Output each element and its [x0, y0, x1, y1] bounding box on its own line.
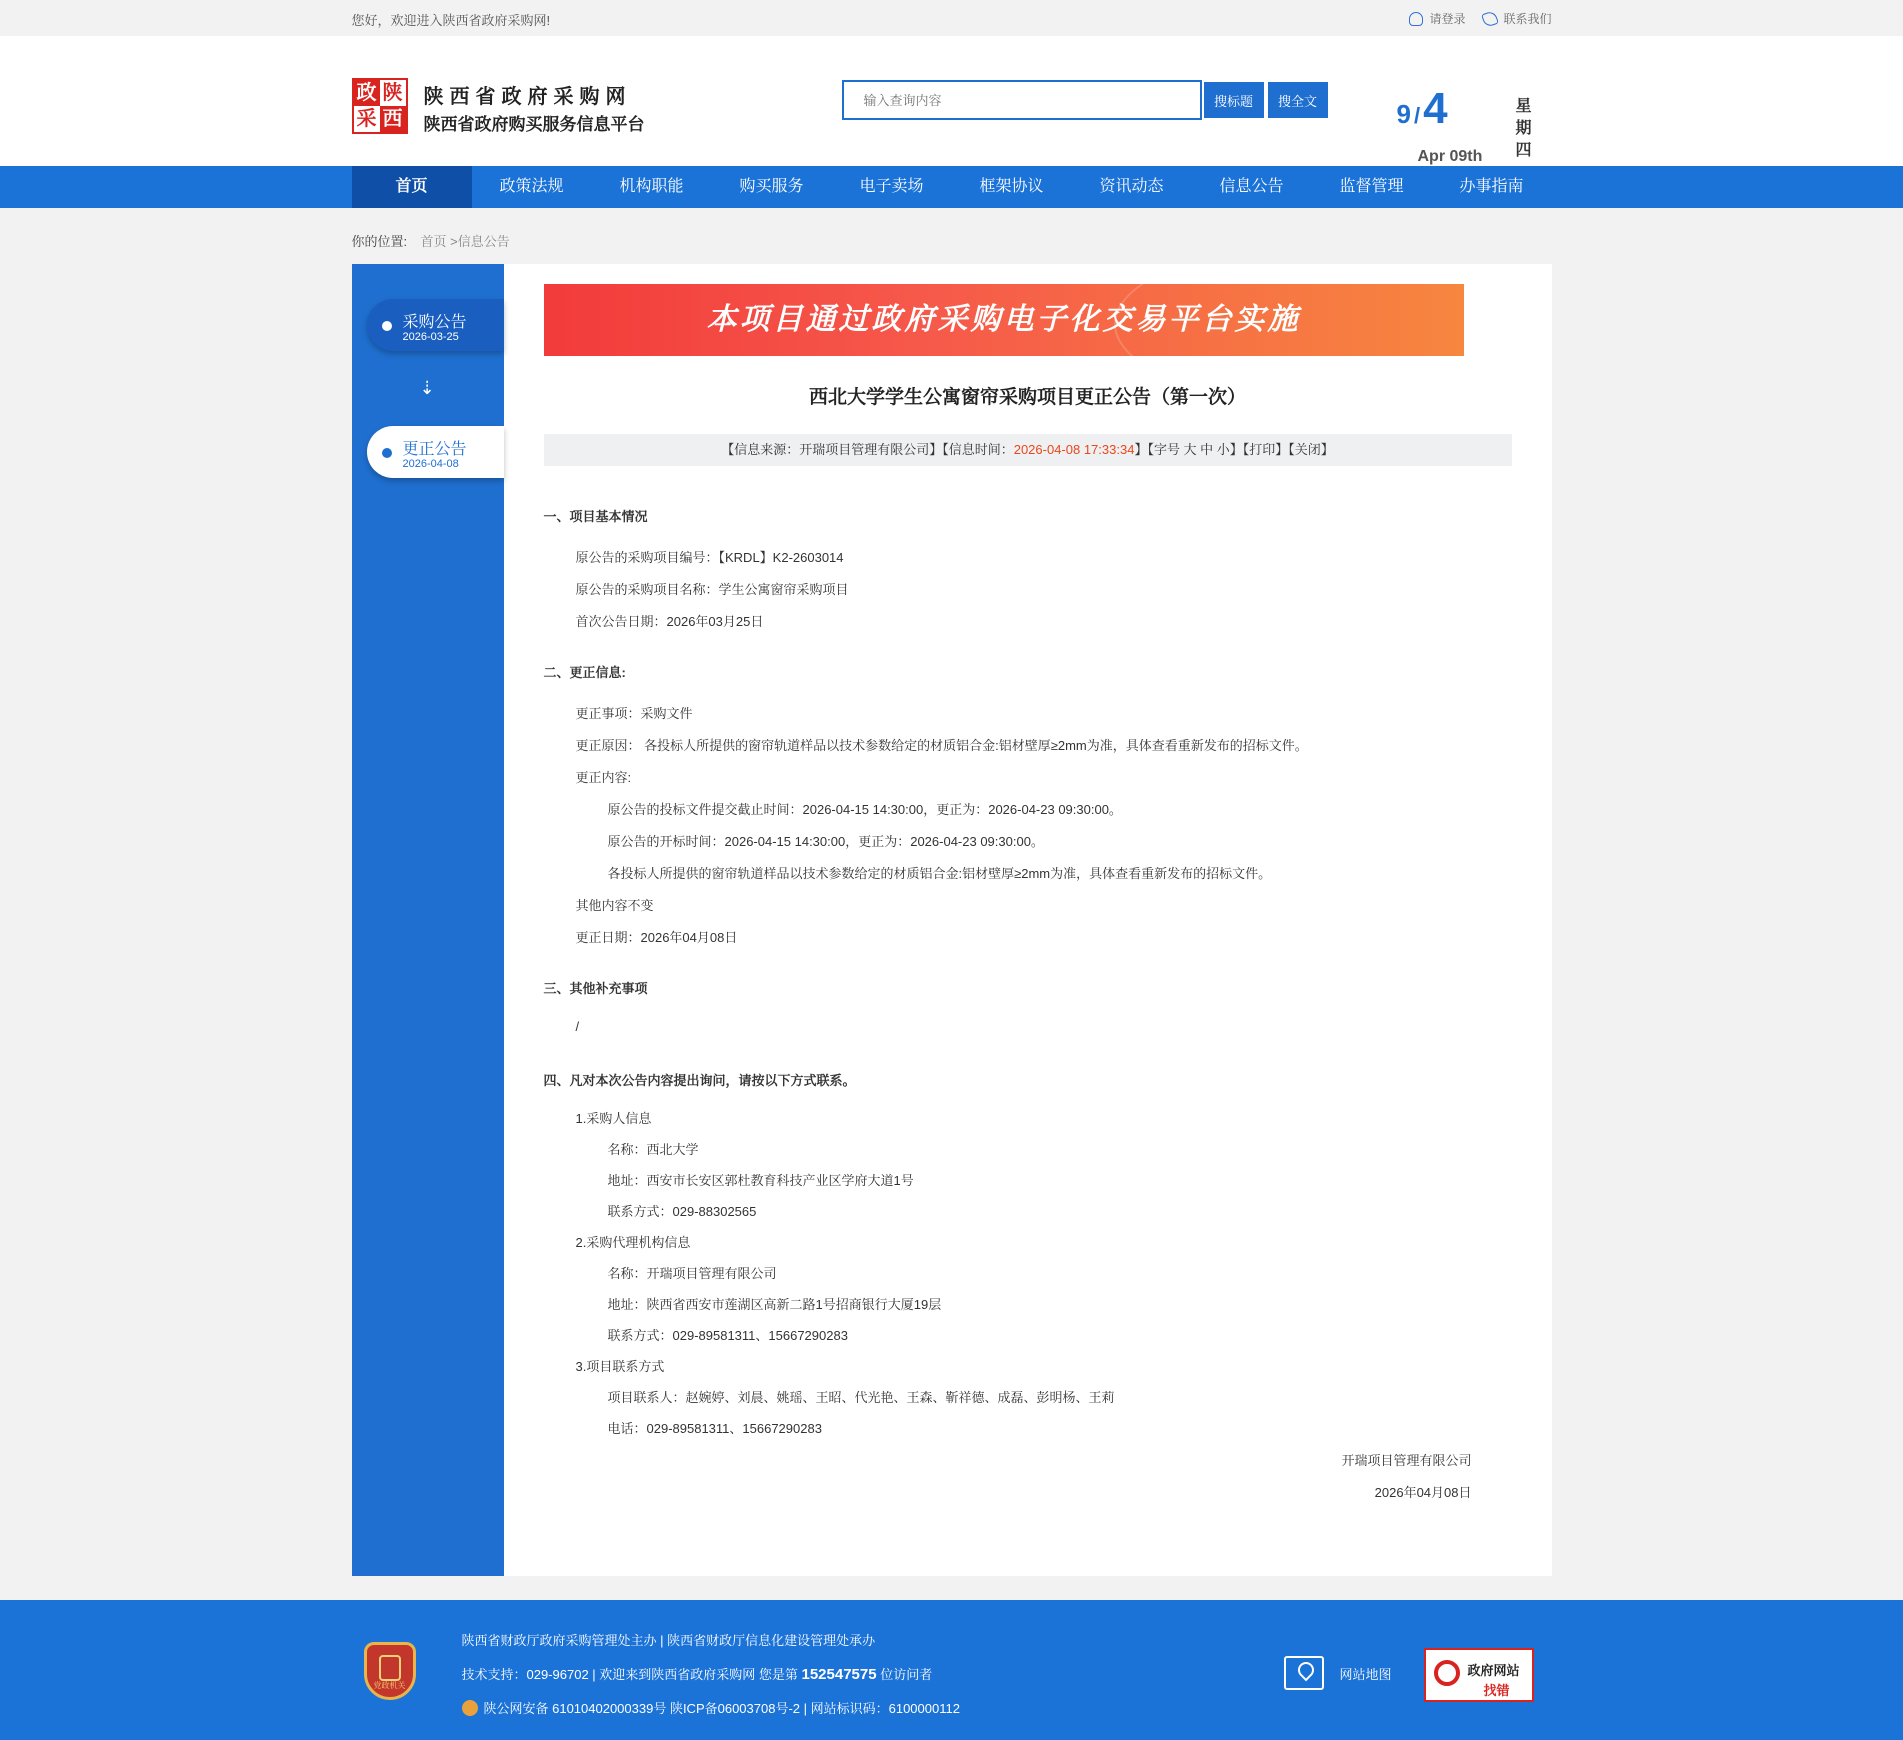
date-display	[1397, 84, 1448, 134]
site-logo[interactable]	[352, 78, 408, 134]
article-info-bar	[544, 434, 1512, 466]
notice-timeline	[352, 264, 504, 1576]
date-slash: /	[1413, 103, 1421, 128]
signature-org: 开瑞项目管理有限公司	[1341, 1453, 1472, 1468]
nav-item-news[interactable]: 资讯动态	[1099, 178, 1164, 195]
body-line: 联系方式：029-88302565	[607, 1204, 757, 1219]
main-panel	[352, 264, 1552, 1576]
body-line: 首次公告日期：2026年03月25日	[575, 614, 764, 629]
step-title: 采购公告	[402, 314, 467, 331]
body-line: 原公告的采购项目名称：学生公寓窗帘采购项目	[575, 582, 849, 597]
nav-item-guide[interactable]: 办事指南	[1459, 178, 1524, 195]
body-line: 原公告的采购项目编号：【KRDL】K2-2603014	[575, 550, 844, 565]
footer-support	[462, 1664, 933, 1683]
footer-sponsor: 陕西省财政厅政府采购管理处主办 | 陕西省财政厅信息化建设管理处承办	[461, 1633, 876, 1648]
timeline-step-correction[interactable]	[367, 426, 504, 478]
body-line: 名称：西北大学	[607, 1142, 699, 1157]
body-line: 更正内容:	[575, 770, 632, 785]
visitor-count: 152547575	[801, 1666, 877, 1683]
nav-item-agency[interactable]: 机构职能	[619, 178, 684, 195]
body-line: 原公告的开标时间：2026-04-15 14:30:00，更正为：2026-04-23 09:30:00。	[607, 834, 1044, 849]
body-line: 1.采购人信息	[575, 1111, 652, 1126]
header	[0, 36, 1903, 166]
magnifier-icon	[1434, 1660, 1460, 1686]
footer-record-text[interactable]: 陕公网安备 61010402000339号 陕ICP备06003708号-2 | 网站标识码：6100000112	[483, 1701, 960, 1716]
body-line: 更正原因： 各投标人所提供的窗帘轨道样品以技术参数给定的材质铝合金:铝材壁厚≥2mm为准，具体查看重新发布的招标文件。	[575, 738, 1308, 753]
emblem-label: 党政机关	[373, 1681, 406, 1690]
nav-item-framework[interactable]: 框架协议	[979, 178, 1044, 195]
body-line: 项目联系人：赵婉婷、刘晨、姚瑶、王昭、代光艳、王森、靳祥德、成磊、彭明杨、王莉	[607, 1390, 1115, 1405]
footer-support-text: 技术支持：029-96702 | 欢迎来到陕西省政府采购网 您是第	[461, 1667, 802, 1682]
emblem-mark	[379, 1655, 401, 1681]
body-line: 各投标人所提供的窗帘轨道样品以技术参数给定的材质铝合金:铝材壁厚≥2mm为准，具体查看重新发布的招标文件。	[607, 866, 1272, 881]
signature-date: 2026年04月08日	[1374, 1485, 1472, 1500]
login-link[interactable]	[1409, 10, 1465, 27]
step-date: 2026-03-25	[402, 331, 459, 343]
step-title: 更正公告	[402, 441, 467, 458]
banner-text: 本项目通过政府采购电子化交易平台实施	[706, 303, 1301, 336]
body-line: 更正事项：采购文件	[575, 706, 693, 721]
section-heading-4: 四、凡对本次公告内容提出询问，请按以下方式联系。	[543, 1073, 856, 1088]
logo-char-2: 陕	[380, 80, 406, 106]
body-line: 3.项目联系方式	[575, 1359, 665, 1374]
info-tools[interactable]: 】【字号 大 中 小】【打印】【关闭】	[1134, 442, 1334, 457]
nav-item-notices[interactable]: 信息公告	[1219, 178, 1284, 195]
contact-label[interactable]: 联系我们	[1503, 12, 1552, 26]
body-line: 地址：陕西省西安市莲湖区高新二路1号招商银行大厦19层	[607, 1297, 942, 1312]
section-heading-1: 一、项目基本情况	[543, 509, 648, 524]
site-name: 陕西省政府采购网	[423, 86, 632, 108]
party-gov-emblem-icon[interactable]	[364, 1642, 416, 1700]
arrow-down-icon: ⇣	[419, 378, 435, 398]
breadcrumb	[352, 208, 1552, 264]
breadcrumb-label: 你的位置:	[351, 234, 408, 249]
article-title: 西北大学学生公寓窗帘采购项目更正公告（第一次）	[808, 387, 1246, 408]
sitemap-icon[interactable]	[1284, 1656, 1324, 1690]
nav-item-e-mall[interactable]: 电子卖场	[859, 178, 924, 195]
footer-visitor-suffix: 位访问者	[876, 1667, 933, 1682]
body-line: 地址：西安市长安区郭杜教育科技产业区学府大道1号	[607, 1173, 914, 1188]
phone-icon	[1482, 10, 1500, 28]
logo-char-4: 西	[380, 106, 406, 132]
section-heading-2: 二、更正信息:	[543, 665, 626, 680]
body-line: 电话：029-89581311、15667290283	[607, 1421, 822, 1436]
date-day: 4	[1423, 84, 1448, 133]
nav-item-policy[interactable]: 政策法规	[499, 178, 564, 195]
sitemap-link[interactable]: 网站地图	[1339, 1667, 1392, 1682]
search-input[interactable]	[842, 80, 1202, 120]
step-date: 2026-04-08	[402, 458, 459, 470]
error-report-label-1: 政府网站	[1467, 1663, 1520, 1678]
dot-icon	[382, 448, 392, 458]
nav-item-purchase-service[interactable]: 购买服务	[739, 178, 804, 195]
info-source: 【信息来源：开瑞项目管理有限公司】【信息时间：	[721, 442, 1014, 457]
police-badge-icon	[462, 1700, 478, 1716]
body-line: /	[575, 1019, 580, 1034]
timeline-step-procurement[interactable]	[367, 299, 504, 351]
nav-item-supervision[interactable]: 监督管理	[1339, 178, 1404, 195]
logo-char-3: 采	[354, 106, 380, 132]
e-platform-banner	[544, 284, 1464, 356]
top-bar	[0, 0, 1903, 36]
footer-record	[462, 1698, 960, 1717]
site-subtitle: 陕西省政府购买服务信息平台	[423, 115, 645, 134]
contact-link[interactable]	[1483, 10, 1551, 27]
body-line: 更正日期：2026年04月08日	[575, 930, 738, 945]
nav-item-home[interactable]: 首页	[352, 166, 472, 208]
main-nav	[0, 166, 1903, 208]
login-label[interactable]: 请登录	[1429, 12, 1466, 26]
error-report-label-2: 找错	[1483, 1683, 1510, 1698]
date-english: Apr 09th	[1417, 148, 1483, 165]
search-title-button[interactable]: 搜标题	[1204, 82, 1264, 118]
dot-icon	[382, 321, 392, 331]
body-line: 原公告的投标文件提交截止时间：2026-04-15 14:30:00，更正为：2026-04-23 09:30:00。	[607, 802, 1122, 817]
gov-site-error-report-button[interactable]	[1424, 1648, 1534, 1702]
welcome-text: 您好，欢迎进入陕西省政府采购网!	[351, 13, 551, 28]
weekday: 星期四	[1515, 98, 1532, 159]
search-fulltext-button[interactable]: 搜全文	[1268, 82, 1328, 118]
logo-char-1: 政	[354, 80, 380, 106]
footer	[0, 1600, 1903, 1740]
info-time: 2026-04-08 17:33:34	[1013, 442, 1135, 457]
body-line: 联系方式：029-89581311、15667290283	[607, 1328, 848, 1343]
date-month: 9	[1396, 99, 1411, 129]
body-line: 其他内容不变	[575, 898, 654, 913]
body-line: 2.采购代理机构信息	[575, 1235, 691, 1250]
section-heading-3: 三、其他补充事项	[543, 981, 648, 996]
breadcrumb-path[interactable]: 首页 >信息公告	[420, 234, 510, 249]
body-line: 名称：开瑞项目管理有限公司	[607, 1266, 777, 1281]
user-icon	[1409, 12, 1423, 26]
